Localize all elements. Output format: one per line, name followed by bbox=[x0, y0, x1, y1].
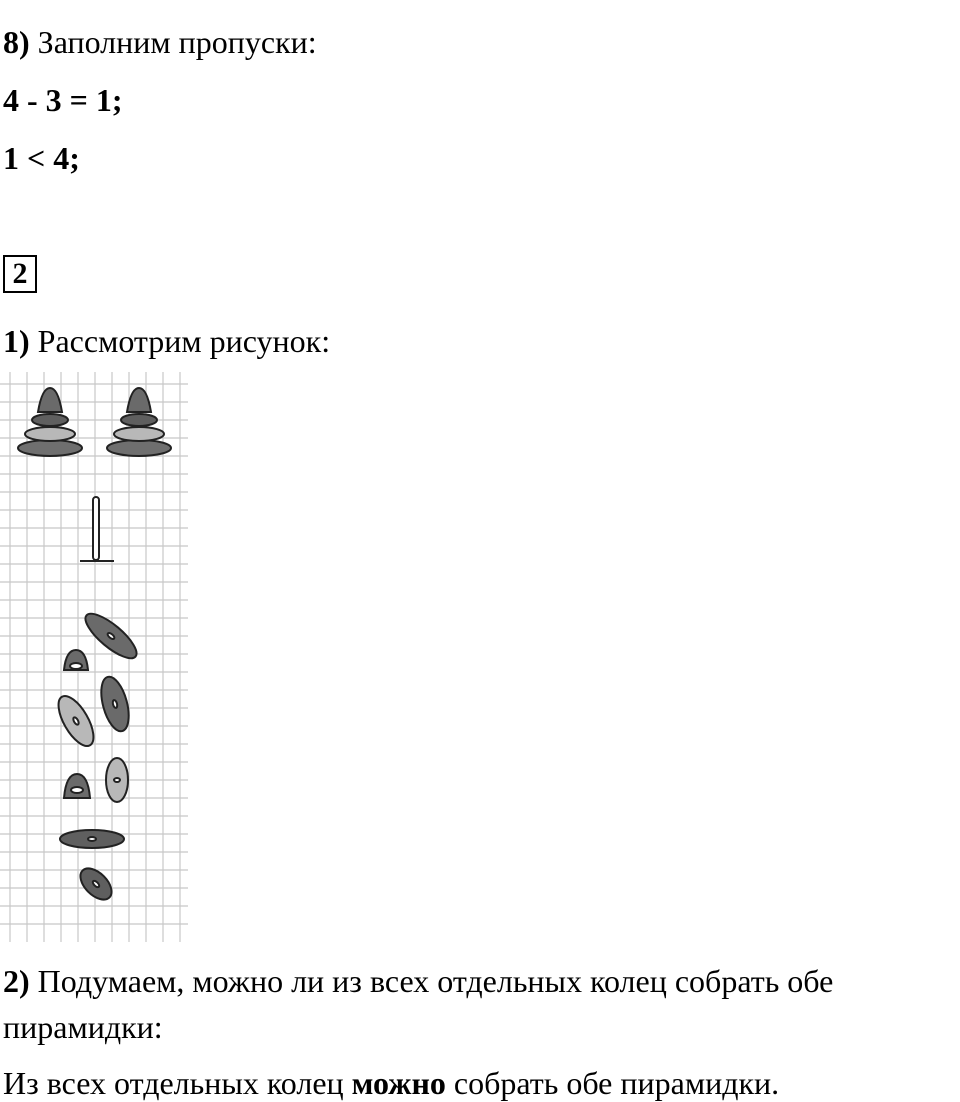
answer-start: Из всех отдельных колец bbox=[3, 1065, 352, 1101]
step-8-text: Заполним пропуски: bbox=[29, 24, 317, 60]
answer-end: собрать обе пирамидки. bbox=[445, 1065, 780, 1101]
equation-subtraction: 4 - 3 = 1; bbox=[3, 82, 123, 118]
empty-peg bbox=[80, 497, 114, 561]
step-1 bbox=[3, 322, 330, 360]
step-2-number: 2) bbox=[3, 963, 30, 999]
step-2 bbox=[3, 962, 833, 1000]
step-8 bbox=[3, 23, 317, 61]
pyramid-right bbox=[107, 388, 171, 456]
answer-emphasis: можно bbox=[351, 1065, 446, 1101]
grid bbox=[0, 372, 188, 942]
answer bbox=[3, 1064, 779, 1102]
task-number-box: 2 bbox=[3, 255, 37, 293]
step-2-continuation: пирамидки: bbox=[3, 1009, 163, 1045]
equation-comparison: 1 < 4; bbox=[3, 140, 80, 176]
step-2-text: Подумаем, можно ли из всех отдельных колец собрать обе bbox=[29, 963, 834, 999]
pyramid-rings-illustration bbox=[0, 372, 188, 942]
step-1-text: Рассмотрим рисунок: bbox=[29, 323, 331, 359]
step-8-number: 8) bbox=[3, 24, 30, 60]
step-1-number: 1) bbox=[3, 323, 30, 359]
